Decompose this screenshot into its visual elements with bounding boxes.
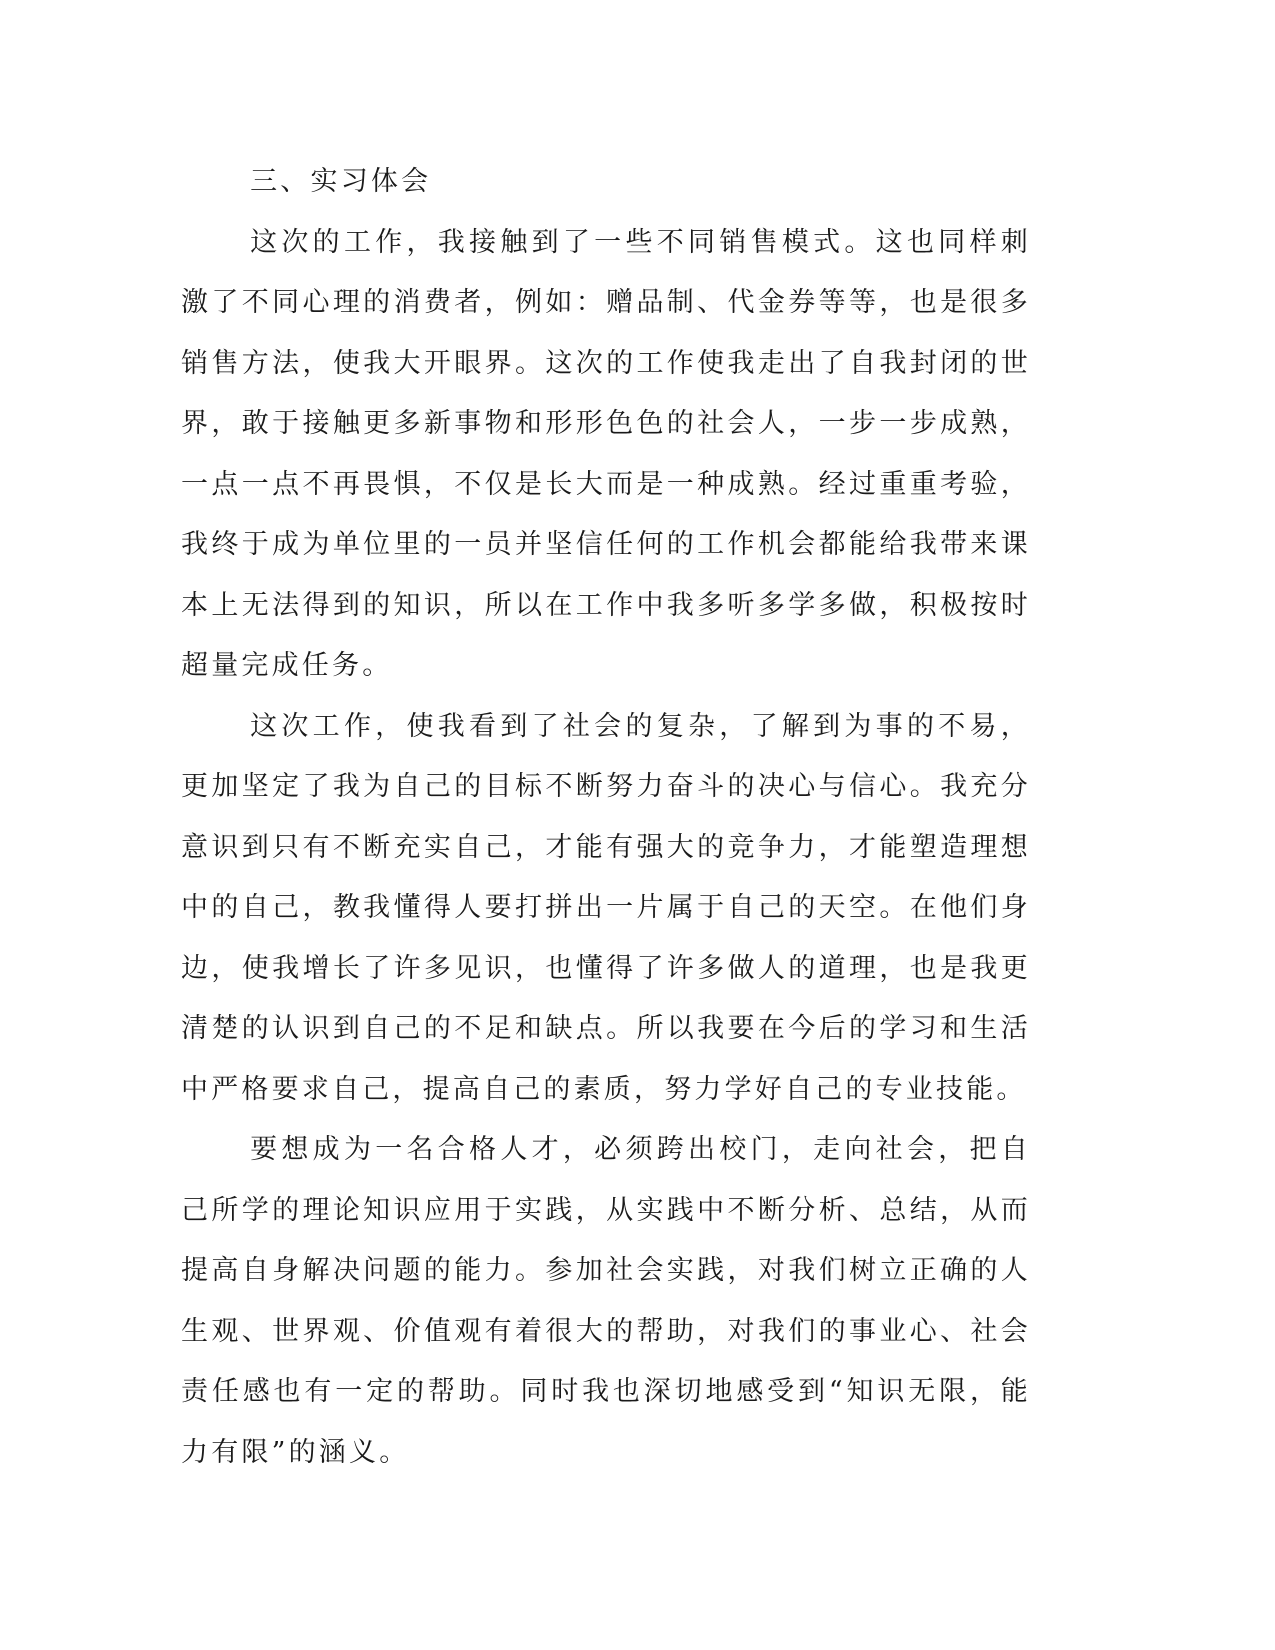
section-heading: 三、实习体会 xyxy=(250,166,432,197)
paragraph-3: 要想成为一名合格人才，必须跨出校门，走向社会，把自己所学的理论知识应用于实践，从实践中不断分析、总结，从而提高自身解决问题的能力。参加社会实践，对我们树立正确的人生观、世界观、价值观有着很大的帮助，对我们的事业心、社会责任感也有一定的帮助。同时我也深切地感受到“知识无限，能力有限”的涵义。 xyxy=(181,1134,1031,1468)
paragraph-2: 这次工作，使我看到了社会的复杂，了解到为事的不易，更加坚定了我为自己的目标不断努力奋斗的决心与信心。我充分意识到只有不断充实自己，才能有强大的竞争力，才能塑造理想中的自己，教我懂得人要打拼出一片属于自己的天空。在他们身边，使我增长了许多见识，也懂得了许多做人的道理，也是我更清楚的认识到自己的不足和缺点。所以我要在今后的学习和生活中严格要求自己，提高自己的素质，努力学好自己的专业技能。 xyxy=(181,710,1031,1105)
document-body xyxy=(181,152,1031,1483)
paragraph-1: 这次的工作，我接触到了一些不同销售模式。这也同样刺激了不同心理的消费者，例如：赠品制、代金券等等，也是很多销售方法，使我大开眼界。这次的工作使我走出了自我封闭的世界，敢于接触更多新事物和形形色色的社会人，一步一步成熟，一点一点不再畏惧，不仅是长大而是一种成熟。经过重重考验，我终于成为单位里的一员并坚信任何的工作机会都能给我带来课本上无法得到的知识，所以在工作中我多听多学多做，积极按时超量完成任务。 xyxy=(181,226,1031,681)
